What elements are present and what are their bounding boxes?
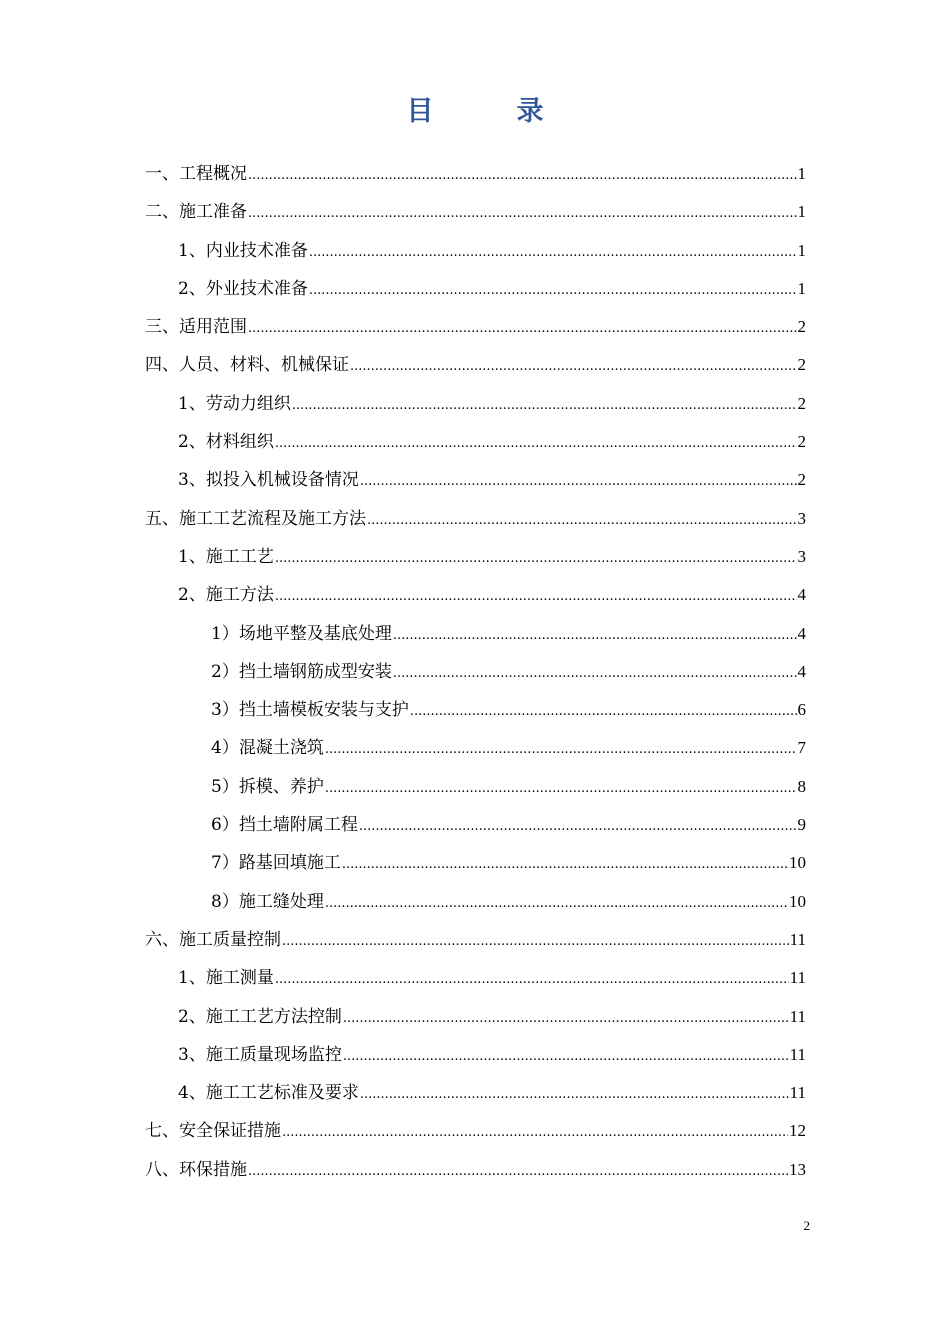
toc-entry-page: 8	[797, 776, 806, 796]
toc-entry-label: 三、适用范围	[145, 317, 247, 338]
toc-entry-label: 四、人员、材料、机械保证	[145, 355, 349, 376]
toc-dot-leader	[325, 885, 788, 923]
toc-entry-page: 2	[797, 355, 806, 375]
toc-entry-page: 2	[797, 317, 806, 337]
toc-entry-page: 3	[797, 546, 806, 566]
toc-entry-label: 3、拟投入机械设备情况	[178, 470, 359, 491]
toc-entry[interactable]	[145, 768, 806, 806]
toc-dot-leader	[248, 195, 797, 233]
toc-entry-page: 2	[797, 432, 806, 452]
toc-dot-leader	[248, 310, 797, 348]
toc-entry-page: 1	[797, 240, 806, 260]
toc-dot-leader	[360, 463, 797, 501]
toc-dot-leader	[343, 1038, 789, 1076]
toc-entry-label: 八、环保措施	[145, 1159, 247, 1180]
toc-dot-leader	[393, 655, 797, 693]
toc-entry[interactable]	[145, 385, 806, 423]
toc-entry-label: 1、劳动力组织	[178, 393, 291, 414]
toc-entry-page: 9	[797, 815, 806, 835]
toc-entry[interactable]	[145, 806, 806, 844]
toc-entry[interactable]	[145, 615, 806, 653]
toc-entry[interactable]	[145, 155, 806, 193]
toc-entry[interactable]	[145, 193, 806, 231]
toc-entry-label: 1、施工测量	[178, 968, 274, 989]
toc-entry-page: 4	[797, 623, 806, 643]
toc-entry[interactable]	[145, 921, 806, 959]
toc-entry[interactable]	[145, 844, 806, 882]
toc-entry-page: 10	[789, 853, 806, 873]
toc-entry-page: 2	[797, 393, 806, 413]
toc-entry-page: 2	[797, 470, 806, 490]
toc-entry[interactable]	[145, 653, 806, 691]
toc-entry[interactable]	[145, 538, 806, 576]
toc-entry-label: 8）施工缝处理	[211, 891, 324, 912]
toc-dot-leader	[325, 770, 797, 808]
toc-dot-leader	[342, 846, 788, 884]
toc-entry[interactable]	[145, 1074, 806, 1112]
toc-entry-label: 1、内业技术准备	[178, 240, 308, 261]
toc-entry-label: 3）挡土墙模板安装与支护	[211, 700, 409, 721]
toc-entry-page: 11	[789, 1006, 806, 1026]
toc-entry-label: 7）路基回填施工	[211, 853, 341, 874]
toc-entry-page: 3	[797, 508, 806, 528]
toc-entry-page: 4	[797, 585, 806, 605]
toc-entry[interactable]	[145, 423, 806, 461]
toc-entry[interactable]	[145, 500, 806, 538]
toc-entry[interactable]	[145, 1151, 806, 1189]
toc-entry[interactable]	[145, 270, 806, 308]
toc-entry[interactable]	[145, 1112, 806, 1150]
toc-entry-label: 二、施工准备	[145, 202, 247, 223]
toc-entry[interactable]	[145, 461, 806, 499]
toc-dot-leader	[275, 425, 797, 463]
toc-entry[interactable]	[145, 346, 806, 384]
toc-dot-leader	[410, 693, 797, 731]
toc-entry-page: 10	[789, 891, 806, 911]
toc-entry[interactable]	[145, 959, 806, 997]
toc-entry[interactable]	[145, 729, 806, 767]
toc-entry-page: 1	[797, 278, 806, 298]
toc-dot-leader	[360, 1076, 789, 1114]
toc-entry-page: 1	[797, 164, 806, 183]
toc-dot-leader	[359, 808, 797, 846]
table-of-contents	[145, 155, 806, 1189]
toc-entry-page: 6	[797, 700, 806, 720]
toc-entry-label: 3、施工质量现场监控	[178, 1044, 342, 1065]
toc-dot-leader	[367, 502, 797, 540]
toc-entry-label: 2、施工工艺方法控制	[178, 1006, 342, 1027]
toc-dot-leader	[393, 617, 797, 655]
toc-entry[interactable]	[145, 691, 806, 729]
toc-entry-label: 六、施工质量控制	[145, 929, 281, 950]
toc-entry-page: 11	[789, 968, 806, 988]
toc-entry[interactable]	[145, 883, 806, 921]
toc-dot-leader	[309, 234, 797, 272]
page-title: 目 录	[406, 96, 572, 127]
toc-entry-label: 2、施工方法	[178, 585, 274, 606]
toc-entry-label: 2、材料组织	[178, 432, 274, 453]
toc-entry-page: 7	[797, 738, 806, 758]
toc-entry-page: 11	[789, 1083, 806, 1103]
toc-dot-leader	[248, 157, 797, 195]
toc-entry-page: 11	[789, 1044, 806, 1064]
toc-entry[interactable]	[145, 308, 806, 346]
toc-entry[interactable]	[145, 232, 806, 270]
toc-entry-page: 1	[797, 202, 806, 222]
toc-entry-label: 七、安全保证措施	[145, 1121, 281, 1142]
toc-dot-leader	[309, 272, 797, 310]
toc-dot-leader	[350, 348, 797, 386]
toc-entry-label: 2）挡土墙钢筋成型安装	[211, 661, 392, 682]
toc-entry-label: 五、施工工艺流程及施工方法	[145, 508, 366, 529]
toc-entry-label: 一、工程概况	[145, 164, 247, 184]
toc-dot-leader	[292, 387, 797, 425]
toc-dot-leader	[282, 923, 789, 961]
toc-dot-leader	[275, 961, 789, 999]
toc-entry-label: 6）挡土墙附属工程	[211, 815, 358, 836]
toc-entry[interactable]	[145, 576, 806, 614]
toc-entry-label: 5）拆模、养护	[211, 776, 324, 797]
toc-entry-page: 12	[789, 1121, 806, 1141]
page-number: 2	[803, 1218, 810, 1233]
toc-dot-leader	[282, 1114, 788, 1152]
toc-dot-leader	[275, 540, 797, 578]
toc-entry-label: 1）场地平整及基底处理	[211, 623, 392, 644]
toc-entry-label: 2、外业技术准备	[178, 278, 308, 299]
toc-entry-page: 13	[789, 1159, 806, 1179]
toc-entry-page: 11	[789, 929, 806, 949]
toc-entry-label: 4）混凝土浇筑	[211, 738, 324, 759]
toc-dot-leader	[275, 578, 797, 616]
toc-entry-label: 1、施工工艺	[178, 546, 274, 567]
toc-dot-leader	[248, 1153, 788, 1191]
toc-entry-page: 4	[797, 661, 806, 681]
toc-entry-label: 4、施工工艺标准及要求	[178, 1083, 359, 1104]
toc-dot-leader	[325, 731, 797, 769]
toc-dot-leader	[343, 1000, 789, 1038]
toc-entry[interactable]	[145, 1036, 806, 1074]
toc-entry[interactable]	[145, 998, 806, 1036]
